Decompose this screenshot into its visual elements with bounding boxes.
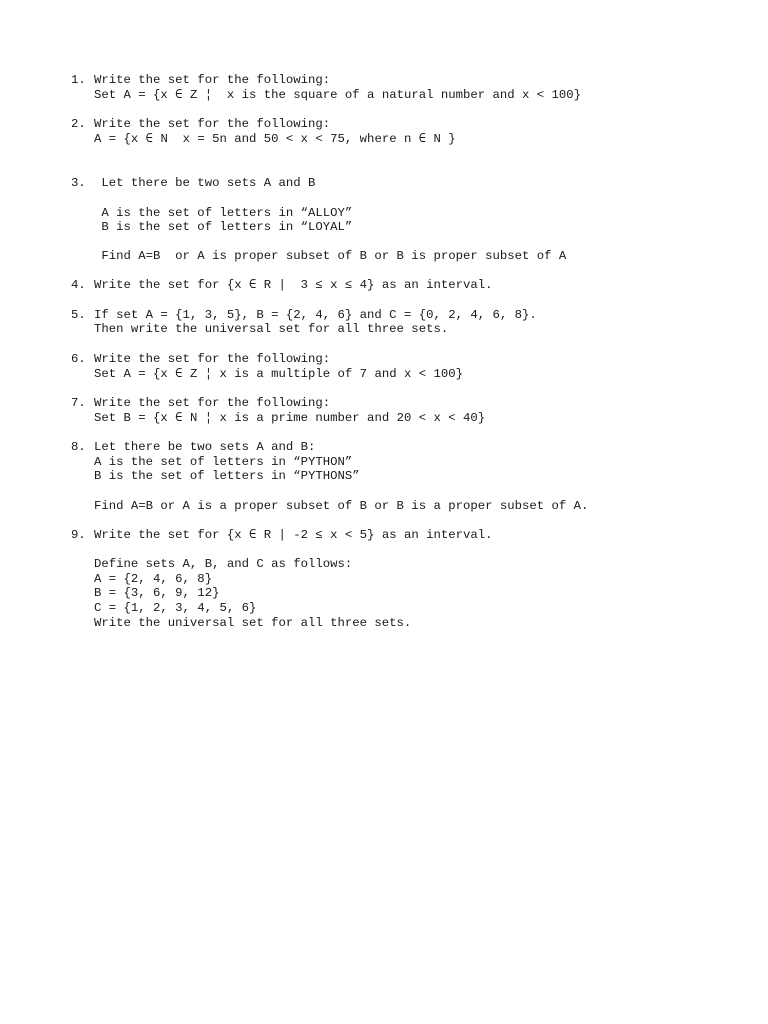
item-9-line-4: B = {3, 6, 9, 12} [94, 586, 220, 600]
item-9-line-2: Define sets A, B, and C as follows: [94, 557, 353, 571]
item-5-number: 5. [71, 308, 86, 322]
item-3-line-1: Let there be two sets A and B [94, 176, 316, 190]
item-7-line-1: Write the set for the following: [94, 396, 331, 410]
item-9-line-1: Write the set for {x ∈ R | -2 ≤ x < 5} as an interval. [94, 528, 493, 542]
item-7-number: 7. [71, 396, 86, 410]
item-3-line-4: Find A=B or A is proper subset of B or B is proper subset of A [94, 249, 567, 263]
item-6-number: 6. [71, 352, 86, 366]
item-8-number: 8. [71, 440, 86, 454]
item-2-number: 2. [71, 117, 86, 131]
item-3-line-3: B is the set of letters in “LOYAL” [94, 220, 353, 234]
item-3-line-2: A is the set of letters in “ALLOY” [94, 206, 353, 220]
item-8-line-4: Find A=B or A is a proper subset of B or B is a proper subset of A. [94, 499, 589, 513]
item-9-line-3: A = {2, 4, 6, 8} [94, 572, 213, 586]
item-9-line-5: C = {1, 2, 3, 4, 5, 6} [94, 601, 257, 615]
item-6-line-1: Write the set for the following: [94, 352, 331, 366]
item-5-line-2: Then write the universal set for all three sets. [94, 322, 449, 336]
item-5-line-1: If set A = {1, 3, 5}, B = {2, 4, 6} and C = {0, 2, 4, 6, 8}. [94, 308, 537, 322]
item-4-number: 4. [71, 278, 86, 292]
item-3-number: 3. [71, 176, 86, 190]
item-7-line-2: Set B = {x ∈ N ¦ x is a prime number and 20 < x < 40} [94, 411, 486, 425]
item-2-line-2: A = {x ∈ N x = 5n and 50 < x < 75, where n ∈ N } [94, 132, 456, 146]
item-1-line-2: Set A = {x ∈ Z ¦ x is the square of a natural number and x < 100} [94, 88, 582, 102]
item-4-line-1: Write the set for {x ∈ R | 3 ≤ x ≤ 4} as an interval. [94, 278, 493, 292]
item-8-line-1: Let there be two sets A and B: [94, 440, 316, 454]
item-2-line-1: Write the set for the following: [94, 117, 331, 131]
item-8-line-3: B is the set of letters in “PYTHONS” [94, 469, 360, 483]
item-9-line-6: Write the universal set for all three sets. [94, 616, 412, 630]
item-9-number: 9. [71, 528, 86, 542]
item-8-line-2: A is the set of letters in “PYTHON” [94, 455, 353, 469]
item-1-line-1: Write the set for the following: [94, 73, 331, 87]
item-6-line-2: Set A = {x ∈ Z ¦ x is a multiple of 7 and x < 100} [94, 367, 463, 381]
item-1-number: 1. [71, 73, 86, 87]
